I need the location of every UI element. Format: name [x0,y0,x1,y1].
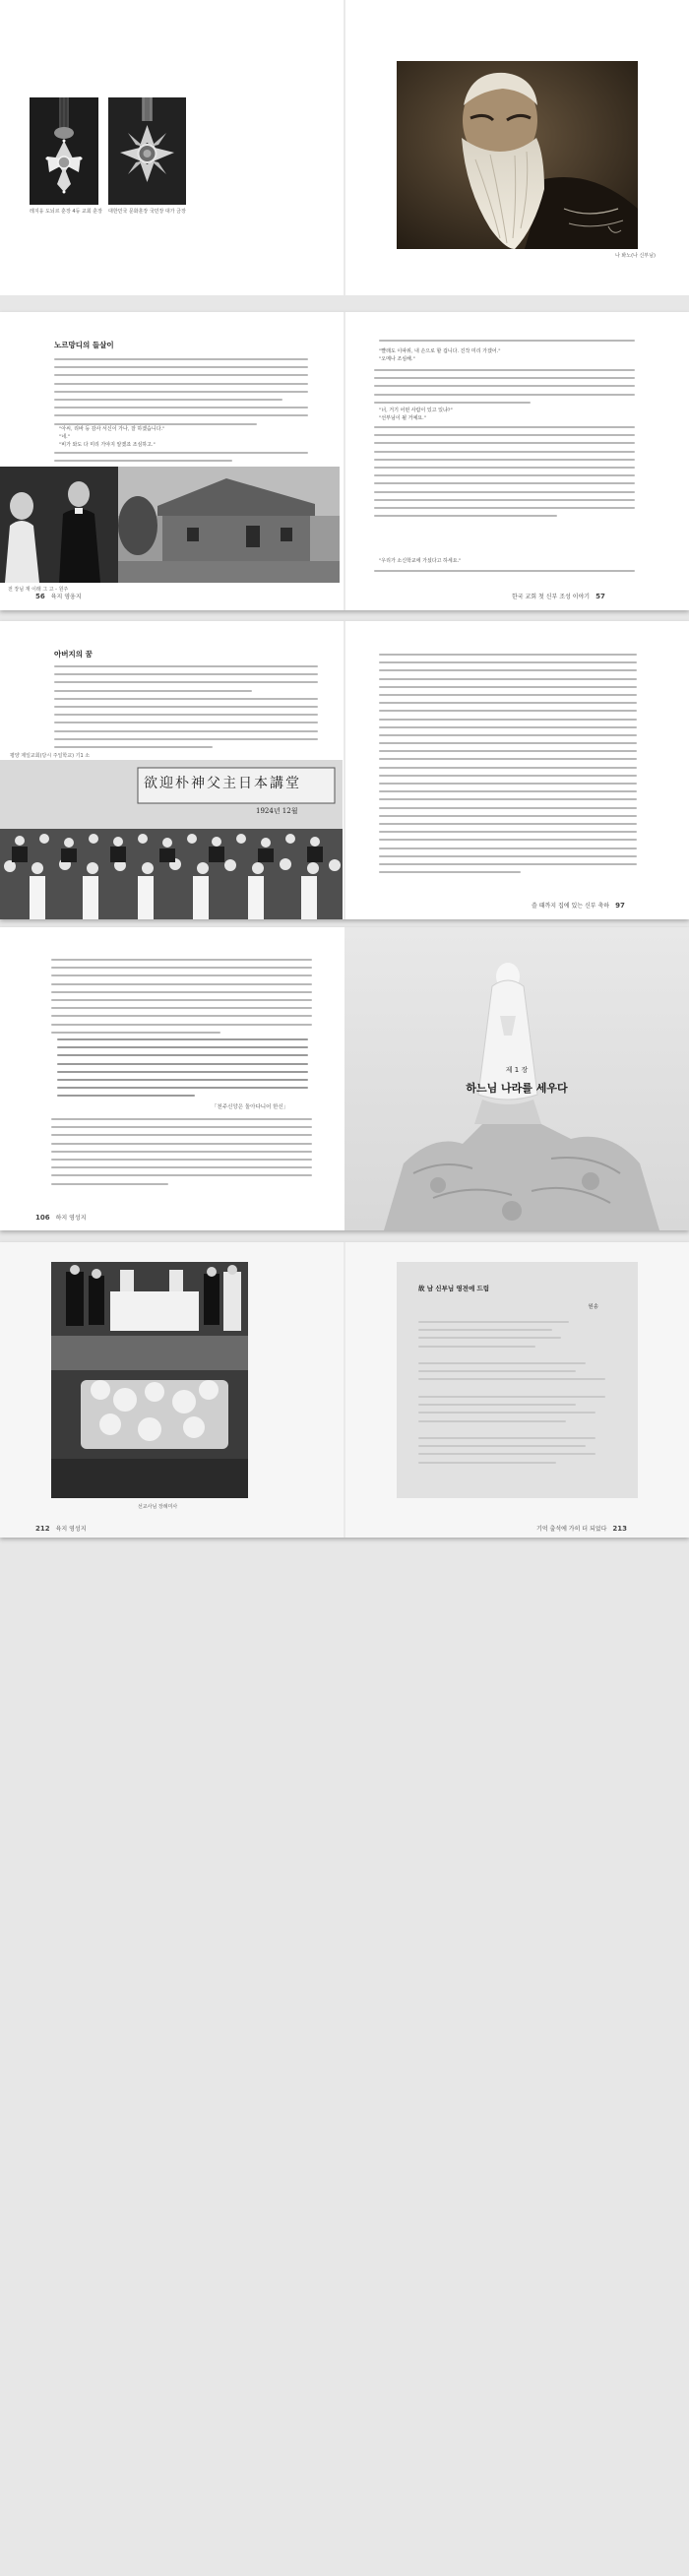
footer-right-title: 한국 교회 첫 신부 조성 이야기 [512,594,591,600]
medal-photo-culture [108,97,186,205]
page-number-right: 97 [615,902,625,910]
footer-right-title: 쓸 때까지 집에 있는 신부 축하 [532,903,610,910]
section-heading: 노르망디의 들살이 [54,341,114,349]
page-number-left: 56 [35,593,45,600]
footer-left [30,1524,87,1533]
footer-left-title: 육지 영성지 [55,1526,87,1533]
caption-photo: 전 장님 재 이래 그 고 - 원주 [8,587,69,593]
body-text-left [51,959,312,1039]
dialogue-line-2: "네." [59,434,71,441]
footer-left-title: 육지 영웅지 [50,594,82,600]
footer-left [30,592,82,600]
body-text-left [54,665,318,754]
poem-stanza-1 [418,1321,586,1353]
caption-portrait: 나 봐노(나 신부님) [615,253,656,259]
spread-normandy [0,312,689,610]
footer-left [30,1213,87,1222]
spread-funeral-poem [0,1242,689,1538]
page-gutter [344,621,345,919]
quote-attribution: 「천주신앙은 돌아다니어 한신」 [212,1104,289,1110]
page-number-right: 213 [612,1525,628,1533]
dialogue-right-3: "너, 거기 어떤 사람이 있고 있냐?" [379,408,453,413]
caption-medal-1: 레지옹 도뇌르 훈장 4등 교회 훈장 [30,209,102,215]
page-gutter [344,1242,345,1538]
dialogue-right-1: "빨래도 이따위, 내 손으로 할 겁니다. 진작 미리 가겠어." [379,348,501,355]
photo-childhood-house [0,467,340,583]
portrait-priest [397,61,638,249]
dialogue-right-2: "오메나 조심해." [379,356,415,363]
banner-text: 欲迎朴神父主日本講堂 [144,776,301,791]
chapter-title: 하느님 나라를 세우다 [466,1082,568,1095]
footer-right-title: 기억 출석에 가히 더 되었다 [536,1526,607,1533]
page-bottom-area [0,1545,689,2576]
poem-author: 원송 [588,1304,598,1310]
footer-left-title: 하지 영성지 [55,1215,87,1222]
photo-funeral-mass [51,1262,248,1498]
footer-right [536,1524,633,1533]
poem-stanza-2 [418,1362,615,1387]
page-number-left: 106 [35,1214,50,1222]
dialogue-line-3: "비가 와도 다 미리 가야지 알겠죠 조심하고." [59,442,156,449]
dialogue-left [59,425,305,450]
dialogue-line-1: "아씨, 리바 등 감사 서신이 가나, 잘 하겠습니다." [59,426,165,432]
spread-father-dream [0,621,689,919]
banner-date: 1924년 12월 [256,807,298,815]
spread-medals-portrait [0,0,689,295]
page-gutter [344,312,345,610]
caption-medal-2: 대한민국 문화훈장 국민장 대가 금장 [108,209,186,215]
dialogue-right-5: "우리가 소신학교에 가셨다고 하세요." [379,558,462,564]
poem-stanza-4 [418,1437,615,1470]
photo-mary-statue [344,927,689,1230]
footer-right [532,901,631,910]
caption-photo: 선교사님 장례미사 [138,1504,178,1510]
quote-block [57,1038,308,1103]
body-text-right [374,369,635,409]
dialogue-right-mid [379,407,635,422]
body-text-right-3 [374,570,635,578]
poem-stanza-3 [418,1396,615,1428]
dialogue-right-top [379,340,635,364]
footer-right [512,592,611,600]
body-text-left-2 [54,452,308,468]
body-text-right [379,654,637,879]
body-text-right-2 [374,426,635,523]
page-number-left: 212 [35,1525,50,1533]
medal-photo-legion [30,97,98,205]
spread-chapter-opener [0,927,689,1230]
caption-small: 평양 제일교회(당시 주일학교) 기1 소 [10,753,91,759]
dialogue-right-4: "선부님이 될 거예요." [379,415,427,422]
dialogue-right-bottom [379,557,635,565]
page-number-right: 57 [595,593,605,600]
poem-title: 故 남 신부님 영전에 드림 [418,1285,490,1292]
section-heading: 아버지의 꿈 [54,650,93,659]
photo-group-banner [0,760,343,919]
body-text-left-2 [51,1118,312,1191]
page-gutter [344,0,345,295]
chapter-label: 제 1 장 [505,1066,529,1074]
poem-box [397,1262,638,1498]
body-text-left [54,358,308,431]
